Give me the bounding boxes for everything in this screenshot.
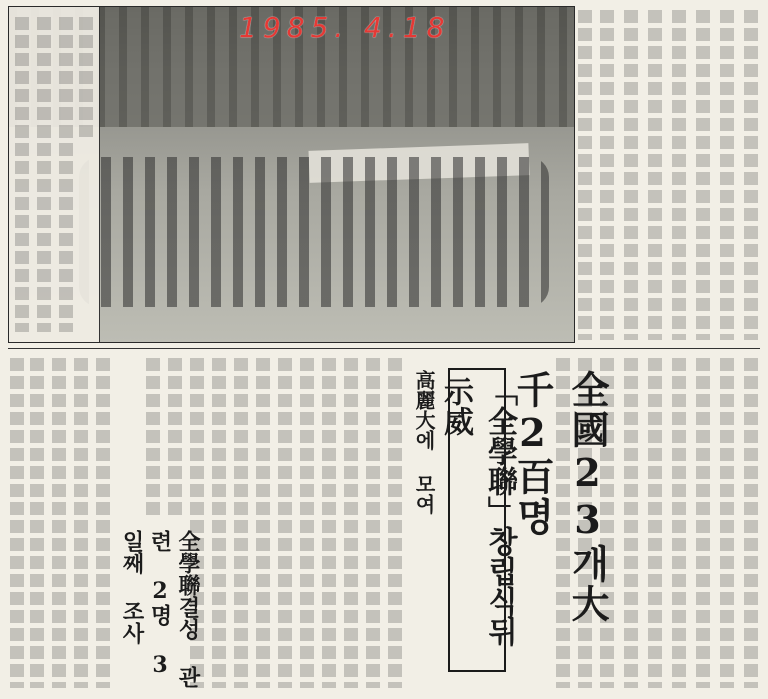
photo-crowd [79,157,549,307]
boxed-headline-text: 「全學聯」창립식뒤示威 [438,376,517,646]
subhead-investigation: 全學聯결성 관련 2명 3일째 조사 [119,530,201,688]
handwritten-date: 1985. 4.18 [239,11,451,44]
boxed-headline [438,368,517,672]
photo-caption [9,7,100,342]
subhead-korea-univ: 高麗大에 모여 [412,370,436,514]
protest-photo [8,6,575,343]
main-headline: 全國23개大 千2百명 [510,370,610,624]
